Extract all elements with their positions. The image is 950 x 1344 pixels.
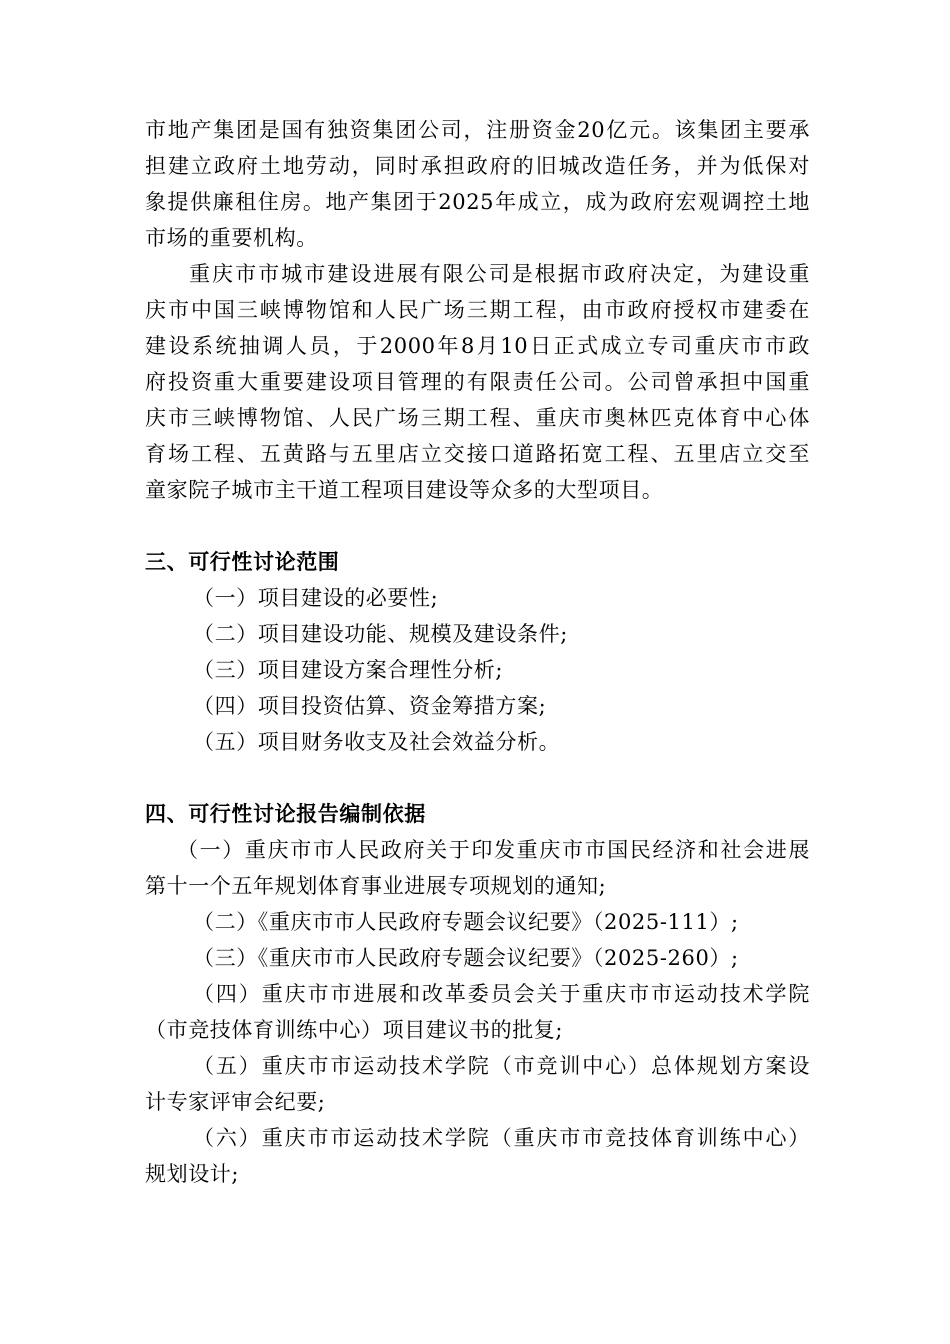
list-item: （二）项目建设功能、规模及建设条件; [193,622,568,646]
text-line: 市地产集团是国有独资集团公司，注册资金20亿元。该集团主要承 [145,118,810,142]
paragraph-land-group [145,112,810,256]
list-item: （五）重庆市市运动技术学院（市竞训中心）总体规划方案设 [193,1054,810,1078]
list-item: （四）重庆市市进展和改革委员会关于重庆市市运动技术学院 [193,982,810,1006]
list-item: （四）项目投资估算、资金筹措方案; [193,694,547,718]
section-heading: 三、可行性讨论范围 [145,549,340,574]
text-line: 童家院子城市主干道工程项目建设等众多的大型项目。 [145,478,664,502]
list-item: （五）项目财务收支及社会效益分析。 [193,730,561,754]
list-item: （二）《重庆市市人民政府专题会议纪要》（2025-111）; [193,910,739,934]
text-line: 庆市中国三峡博物馆和人民广场三期工程，由市政府授权市建委在 [145,298,810,322]
text-line: 计专家评审会纪要; [145,1090,326,1114]
section-heading: 四、可行性讨论报告编制依据 [145,801,426,826]
text-line: 规划设计; [145,1162,240,1186]
text-line: 庆市三峡博物馆、人民广场三期工程、重庆市奥林匹克体育中心体 [145,406,810,430]
document-page [145,112,810,1192]
text-line: 建设系统抽调人员，于2000年8月10日正式成立专司重庆市市政 [145,334,810,358]
text-line: 市场的重要机构。 [145,226,318,250]
section-report-basis [145,796,810,1192]
list-item: （三）《重庆市市人民政府专题会议纪要》（2025-260）; [193,946,739,970]
list-item: （一）项目建设的必要性; [193,586,439,610]
section-feasibility-scope [145,544,810,760]
text-line: 担建立政府土地劳动，同时承担政府的旧城改造任务，并为低保对 [145,154,810,178]
list-item: （六）重庆市市运动技术学院（重庆市市竞技体育训练中心） [193,1126,810,1150]
text-line: （市竞技体育训练中心）项目建议书的批复; [145,1018,564,1042]
text-line: 育场工程、五黄路与五里店立交接口道路拓宽工程、五里店立交至 [145,442,810,466]
paragraph-construction-company [145,256,810,508]
text-line: 象提供廉租住房。地产集团于2025年成立，成为政府宏观调控土地 [145,190,810,214]
list-item: （三）项目建设方案合理性分析; [193,658,504,682]
list-item: （一）重庆市市人民政府关于印发重庆市市国民经济和社会进展 [177,838,810,862]
text-line: 重庆市市城市建设进展有限公司是根据市政府决定，为建设重 [189,262,810,286]
spacer [145,760,810,796]
spacer [145,508,810,544]
text-line: 第十一个五年规划体育事业进展专项规划的通知; [145,874,607,898]
text-line: 府投资重大重要建设项目管理的有限责任公司。公司曾承担中国重 [145,370,810,394]
